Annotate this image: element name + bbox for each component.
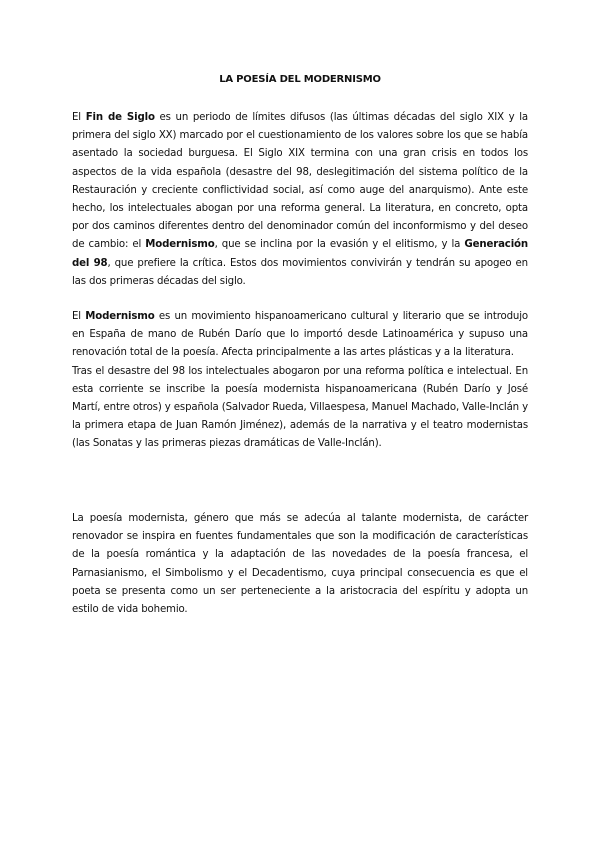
text-run: es un movimiento hispanoamericano cultural y literario que se introdujo en España de mano de Rubén Darío que lo importó desde Latinoamérica y supuso una renovación total de la poesía. Afecta principalmente a las artes plásticas y a la literatura. [72,311,528,359]
text-run: es un periodo de límites difusos (las últimas décadas del siglo XIX y la primera del siglo XX) marcado por el cuestionamiento de los valores sobre los que se había asentado la sociedad burguesa. El Siglo XIX termina con una gran crisis en todos los aspectos de la vida española (desastre del 98, deslegitimación del sistema político de la Restauración y creciente conflictividad social, así como auge del anarquismo). Ante este hecho, los intelectuales abogan por una reforma general. La literatura, en concreto, opta por dos caminos diferentes dentro del denominador común del inconformismo y del deseo de cambio: el [72,112,529,251]
paragraph-poesia-modernista [72,510,528,619]
text-run: Tras el desastre del 98 los intelectuales abogaron por una reforma política e intelectual. En esta corriente se inscribe la poesía modernista hispanoamericana (Rubén Darío y José Martí, entre otros) y española (Salvador Rueda, Villaespesa, Manuel Machado, Valle-Inclán y la primera etapa de Juan Ramón Jiménez), además de la narrativa y el teatro modernistas (las Sonatas y las primeras piezas dramáticas de Valle-Inclán). [72,365,528,450]
paragraph-modernismo [72,308,528,454]
text-run: , que prefiere la crítica. Estos dos movimientos convivirán y tendrán su apogeo en las dos primeras décadas del siglo. [72,257,528,287]
paragraph-fin-de-siglo [72,109,528,291]
text-run: El [72,112,86,123]
bold-term-generacion-98: Generación del 98 [72,239,528,269]
text-run: La poesía modernista, género que más se adecúa al talante modernista, de carácter renovador se inspira en fuentes fundamentales que son la modificación de características de la poesía romántica y la adaptación de las novedades de la poesía francesa, el Parnasianismo, el Simbolismo y el Decadentismo, cuya principal consecuencia es que el poeta se presenta como un ser perteneciente a la aristocracia del espíritu y adopta un estilo de vida bohemio. [72,513,528,616]
document-title: LA POESÍA DEL MODERNISMO [219,74,381,85]
bold-term-fin-de-siglo: Fin de Siglo [85,112,155,123]
bold-term-modernismo: Modernismo [85,311,155,322]
text-run: , que se inclina por la evasión y el elitismo, y la [214,239,465,251]
bold-term-modernismo: Modernismo [145,239,215,251]
text-run: El [72,311,86,322]
